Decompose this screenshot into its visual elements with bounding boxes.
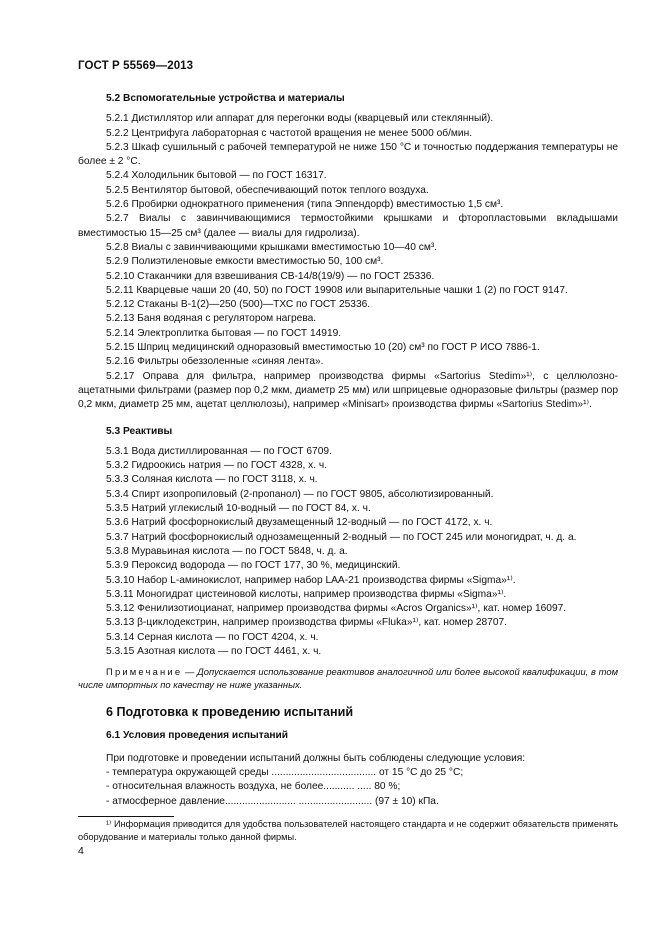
list-item: 5.3.2 Гидроокись натрия — по ГОСТ 4328, х. ч. [106, 460, 328, 472]
section-5-3-title: 5.3 Реактивы [106, 425, 173, 437]
note-label: Примечание [106, 666, 183, 678]
list-item: 5.2.3 Шкаф сушильный с рабочей температурой не ниже 150 °С и точностью поддержания температуры не более ± 2 °С. [78, 141, 618, 168]
list-item: 5.3.3 Соляная кислота — по ГОСТ 3118, х. ч. [106, 474, 318, 486]
spacer [78, 413, 618, 425]
list-item: 5.3.13 β-циклодекстрин, например производства фирмы «Fluka»¹⁾, кат. номер 28707. [106, 617, 507, 629]
section-5-2-list [78, 112, 618, 412]
list-item: 5.2.15 Шприц медицинский одноразовый вместимостью 10 (20) см³ по ГОСТ Р ИСО 7886-1. [106, 342, 540, 354]
list-item: 5.2.6 Пробирки однократного применения (типа Эппендорф) вместимостью 1,5 см³. [106, 199, 504, 211]
document-body [78, 92, 618, 809]
section-6-1-title: 6.1 Условия проведения испытаний [106, 729, 289, 741]
section-6-title: 6 Подготовка к проведению испытаний [106, 705, 354, 720]
list-item: 5.2.5 Вентилятор бытовой, обеспечивающий поток теплого воздуха. [106, 184, 429, 196]
list-item: 5.3.9 Пероксид водорода — по ГОСТ 177, 30 %, медицинский. [106, 560, 401, 572]
list-item: 5.2.9 Полиэтиленовые емкости вместимостью 50, 100 см³. [106, 256, 384, 268]
list-item: 5.3.4 Спирт изопропиловый (2-пропанол) — по ГОСТ 9805, абсолютизированный. [106, 488, 494, 500]
list-item: 5.2.16 Фильтры обеззоленные «синяя лента». [106, 356, 324, 368]
list-item: 5.3.8 Муравьиная кислота — по ГОСТ 5848, ч. д. а. [106, 545, 348, 557]
document-header: ГОСТ Р 55569—2013 [78, 60, 194, 72]
list-item: 5.2.2 Центрифуга лабораторная с частотой вращения не менее 5000 об/мин. [106, 127, 473, 139]
list-item: 5.3.5 Натрий углекислый 10-водный — по ГОСТ 84, х. ч. [106, 503, 371, 515]
conditions-list [78, 766, 618, 809]
list-item: 5.2.13 Баня водяная с регулятором нагрева. [106, 313, 317, 325]
list-item: 5.2.10 Стаканчики для взвешивания СВ-14/8(19/9) — по ГОСТ 25336. [106, 270, 435, 282]
list-item: 5.3.14 Серная кислота — по ГОСТ 4204, х. ч. [106, 631, 319, 643]
list-item: 5.2.7 Виалы с завинчивающимися термостойкими крышками и фторопластовыми вкладышами вместимостью 15—25 см³ (далее — виалы для гидролиза). [78, 213, 618, 239]
list-item: 5.2.8 Виалы с завинчивающими крышками вместимостью 10—40 см³. [106, 241, 438, 253]
note [78, 665, 618, 691]
list-item: 5.3.6 Натрий фосфорнокислый двузамещенный 12-водный — по ГОСТ 4172, х. ч. [106, 517, 493, 529]
list-item: 5.2.1 Дистиллятор или аппарат для перегонки воды (кварцевый или стеклянный). [106, 113, 494, 125]
list-item: 5.2.12 Стаканы В-1(2)—250 (500)—ТХС по ГОСТ 25336. [106, 299, 371, 311]
list-item: 5.2.14 Электроплитка бытовая — по ГОСТ 14919. [106, 327, 342, 339]
list-item: 5.3.11 Моногидрат цистеиновой кислоты, например производства фирмы «Sigma»¹⁾. [106, 588, 507, 600]
condition-item: - температура окружающей среды ..................................... от 15 °С до 25 °С; [106, 767, 464, 779]
section-5-2-title: 5.2 Вспомогательные устройства и материалы [106, 93, 345, 104]
page-number: 4 [78, 845, 84, 857]
list-item: 5.3.1 Вода дистиллированная — по ГОСТ 6709. [106, 445, 332, 457]
list-item: 5.2.4 Холодильник бытовой — по ГОСТ 16317. [106, 170, 327, 182]
conditions-intro: При подготовке и проведении испытаний должны быть соблюдены следующие условия: [106, 752, 526, 764]
section-5-3-list [78, 445, 618, 659]
condition-item: - атмосферное давление......................... .......................... (97 ± 10) кПа. [106, 795, 439, 807]
footnote: ¹⁾ Информация приводится для удобства пользователей настоящего стандарта и не содержит обязательств применять оборудование и материалы только данной фирмы. [78, 819, 618, 842]
list-item: 5.3.15 Азотная кислота — по ГОСТ 4461, х. ч. [106, 645, 322, 657]
list-item: 5.3.7 Натрий фосфорнокислый однозамещенный 2-водный — по ГОСТ 245 или моногидрат, ч. д. а. [106, 531, 577, 543]
list-item: 5.2.11 Кварцевые чаши 20 (40, 50) по ГОСТ 19908 или выпарительные чашки 1 (2) по ГОСТ 9147. [106, 284, 568, 296]
list-item: 5.3.12 Фенилизотиоцианат, например производства фирмы «Acros Organics»¹⁾, кат. номер 16097. [106, 603, 567, 615]
list-item: 5.2.17 Оправа для фильтра, например производства фирмы «Sartorius Stedim»¹⁾, с целлюлозно-ацетатными фильтрами (размер пор 0,2 мкм, диаметр 25 мм) или шприцевые одноразовые фильтры (размер пор 0,2 мкм, диаметр 25 мм, ацетат целлюлозы), например «Minisart» производства фирмы «Sartorius Stedim»¹⁾. [78, 370, 618, 411]
note-text: — Допускается использование реактивов аналогичной или более высокой квалификации, в том числе импортных по качеству не ниже указанных. [78, 666, 618, 691]
footnote-divider [78, 816, 174, 817]
list-item: 5.3.10 Набор L-аминокислот, например набор LAA-21 производства фирмы «Sigma»¹⁾. [106, 574, 516, 586]
condition-item: - относительная влажность воздуха, не более........... ..... 80 %; [106, 781, 401, 793]
